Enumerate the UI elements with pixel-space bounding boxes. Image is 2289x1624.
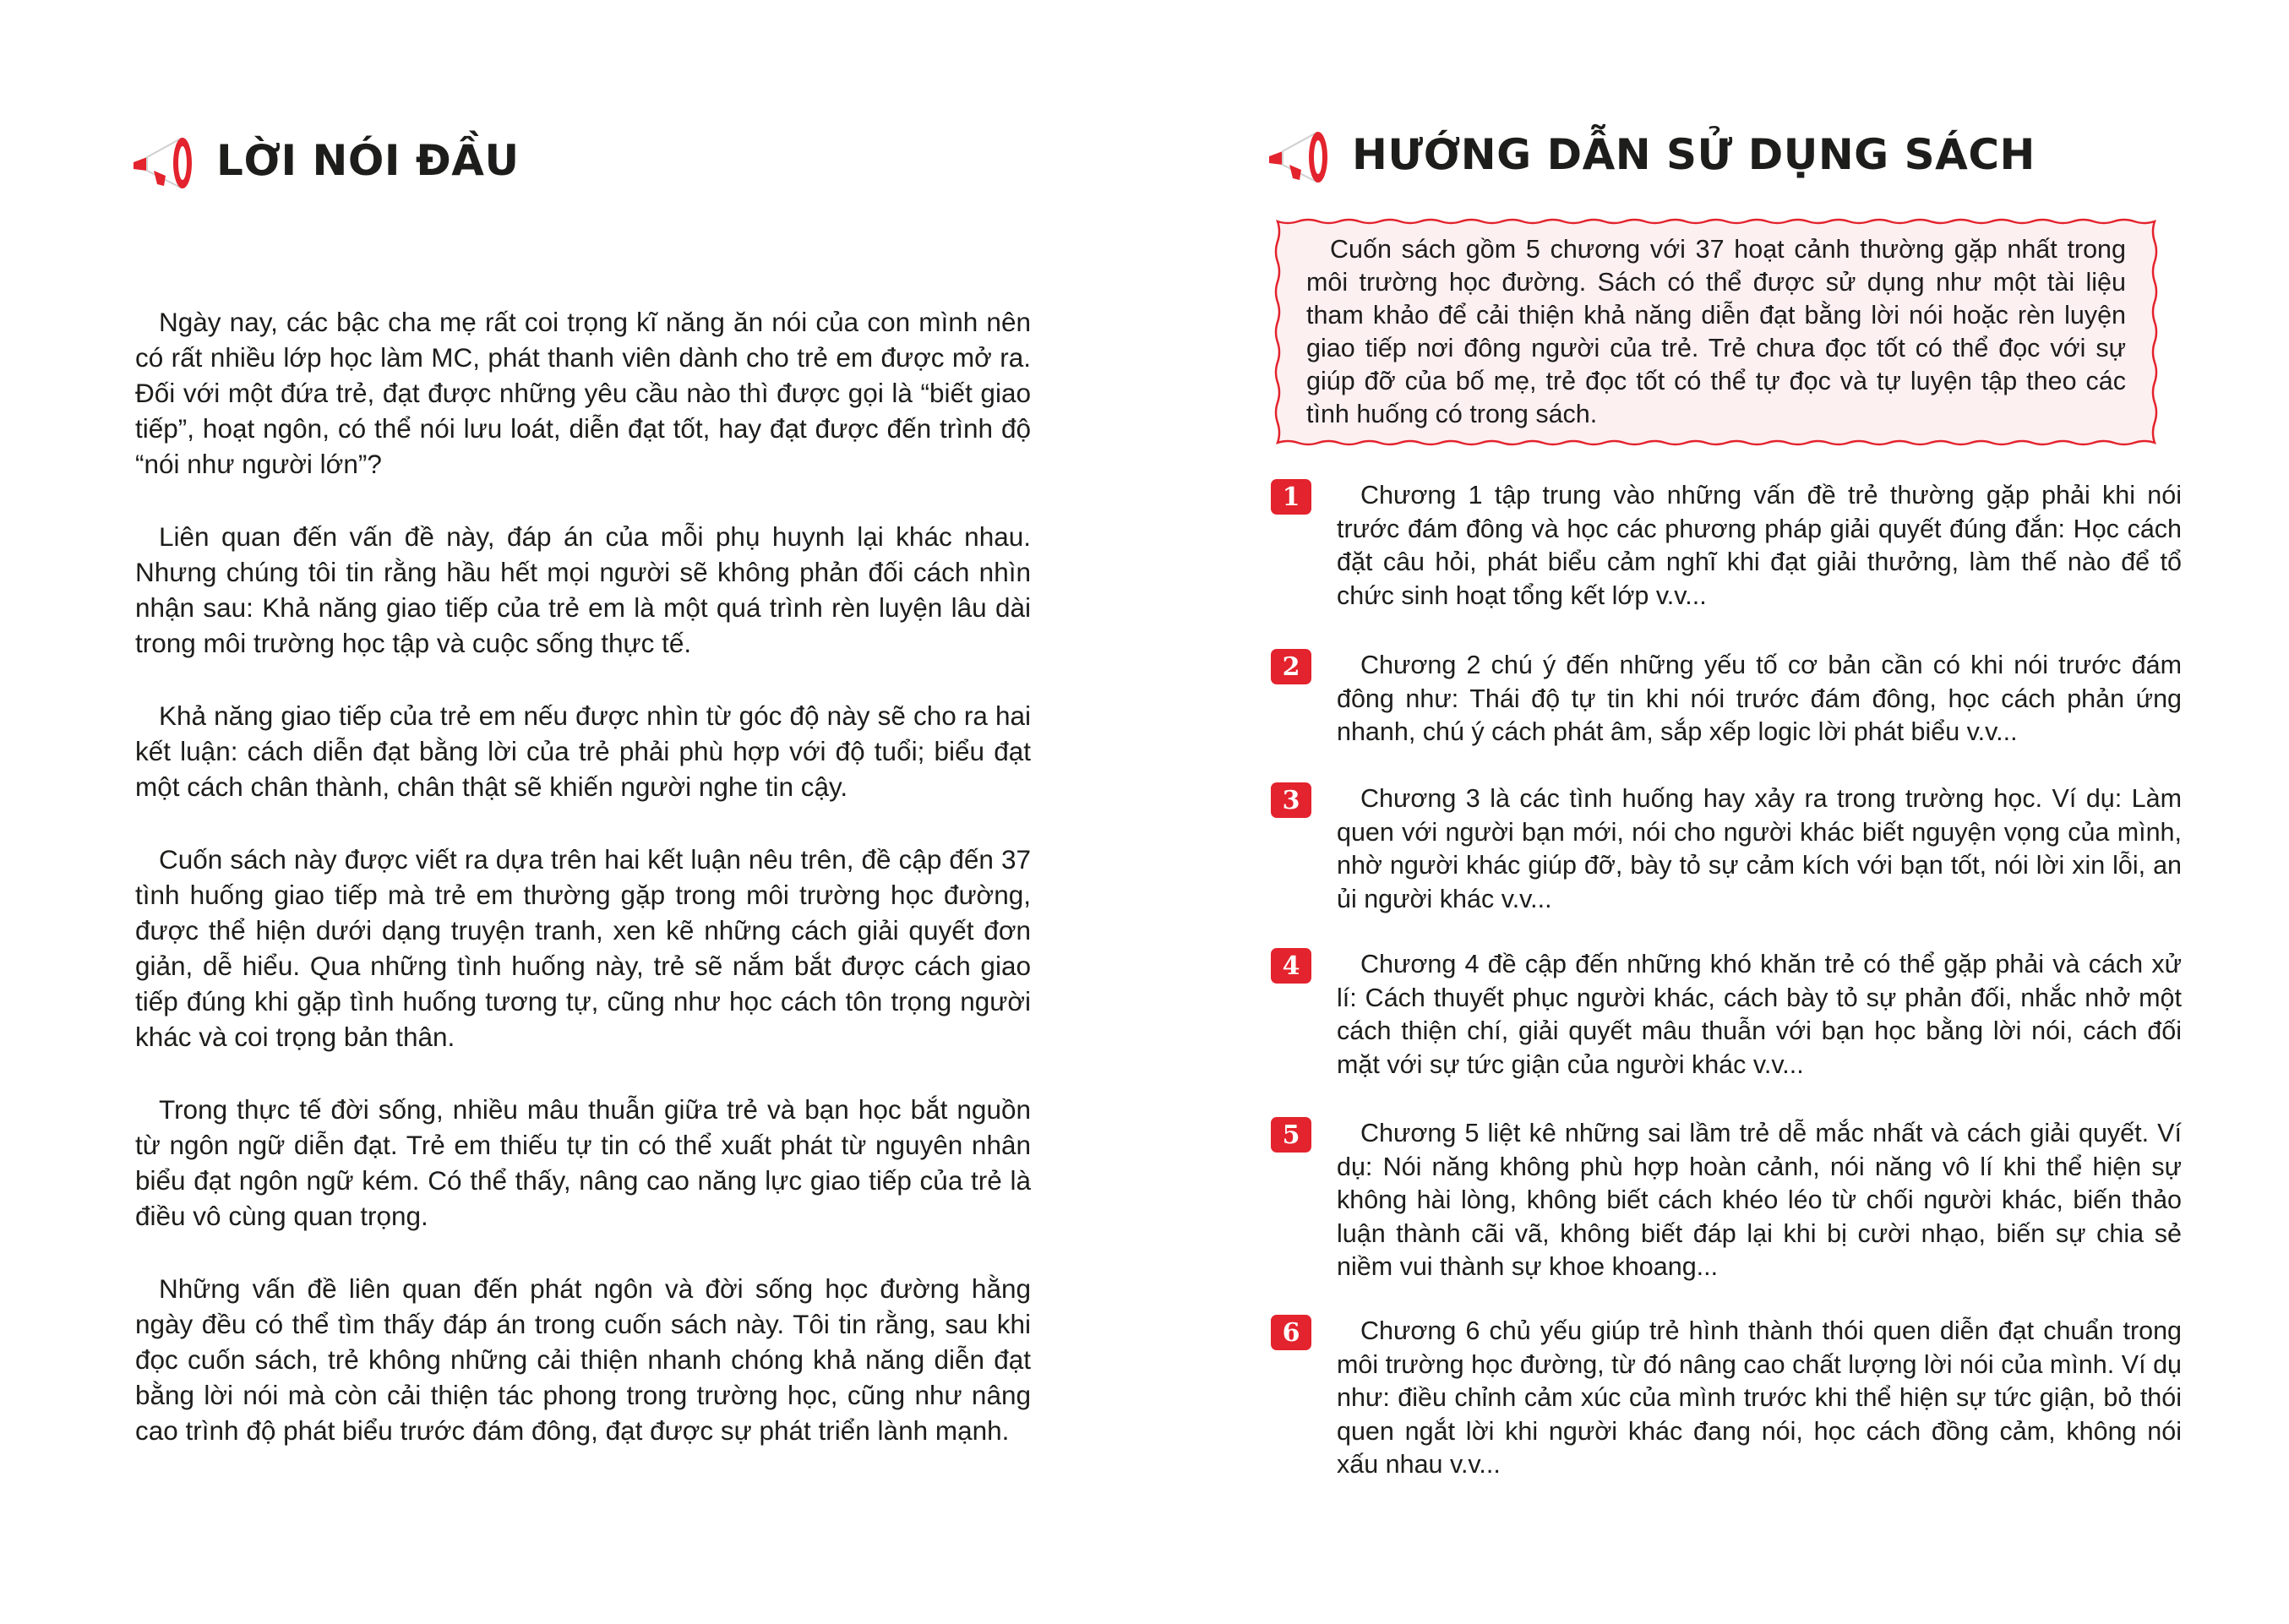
chapter-item	[1271, 948, 2182, 1082]
chapter-description: Chương 1 tập trung vào những vấn đề trẻ thường gặp phải khi nói trước đám đông và học các phương pháp giải quyết đúng đắn: Học cách đặt câu hỏi, phát biểu cảm nghĩ khi đạt giải thưởng, làm thế nào để tổ chức sinh hoạt tổng kết lớp v.v...	[1337, 481, 2182, 610]
chapter-description: Chương 3 là các tình huống hay xảy ra trong trường học. Ví dụ: Làm quen với người bạn mới, nói cho người khác biết nguyện vọng của mình, nhờ người khác giúp đỡ, bày tỏ sự cảm kích với bạn tốt, nói lời xin lỗi, an ủi người khác v.v...	[1337, 784, 2182, 913]
foreword-paragraph: Cuốn sách này được viết ra dựa trên hai kết luận nêu trên, đề cập đến 37 tình huống giao tiếp mà trẻ em thường gặp trong môi trường học đường, được thể hiện dưới dạng truyện tranh, xen kẽ những cách giải quyết đơn giản, dễ hiểu. Qua những tình huống này, trẻ sẽ nắm bắt được cách giao tiếp đúng khi gặp tình huống tương tự, cũng như học cách tôn trọng người khác và coi trọng bản thân.	[135, 844, 1031, 1052]
chapter-item	[1271, 1117, 2182, 1284]
chapter-item	[1271, 649, 2182, 749]
left-page-heading	[128, 127, 520, 194]
chapter-number-badge: 1	[1271, 479, 1311, 515]
foreword-paragraph: Những vấn đề liên quan đến phát ngôn và đời sống học đường hằng ngày đều có thể tìm thấy đáp án trong cuốn sách này. Tôi tin rằng, sau khi đọc cuốn sách, trẻ không những cải thiện nhanh chóng khả năng diễn đạt bằng lời nói mà còn cải thiện tác phong trong trường học, cũng như nâng cao trình độ phát biểu trước đám đông, đạt được sự phát triển lành mạnh.	[135, 1273, 1031, 1446]
chapter-number-badge: 2	[1271, 649, 1311, 684]
chapter-number-badge: 3	[1271, 782, 1311, 818]
megaphone-icon	[1264, 121, 1340, 188]
chapter-description: Chương 2 chú ý đến những yếu tố cơ bản cần có khi nói trước đám đông như: Thái độ tự tin khi nói trước đám đông, học cách phản ứng nhanh, chú ý cách phát âm, sắp xếp logic lời phát biểu v.v...	[1337, 651, 2182, 746]
intro-text: Cuốn sách gồm 5 chương với 37 hoạt cảnh thường gặp nhất trong môi trường học đường. Sách có thể được sử dụng như một tài liệu tham khảo để cải thiện khả năng diễn đạt bằng lời nói hoặc rèn luyện giao tiếp nơi đông người của trẻ. Trẻ chưa đọc tốt có thể đọc với sự giúp đỡ của bố mẹ, trẻ đọc tốt có thể tự đọc và tự luyện tập theo các tình huống có trong sách.	[1306, 235, 2126, 428]
right-page	[1144, 0, 2289, 1624]
foreword-paragraph: Khả năng giao tiếp của trẻ em nếu được nhìn từ góc độ này sẽ cho ra hai kết luận: cách diễn đạt bằng lời của trẻ phải phù hợp với độ tuổi; biểu đạt một cách chân thành, chân thật sẽ khiến người nghe tin cậy.	[135, 700, 1031, 802]
foreword-body	[135, 304, 1031, 1485]
foreword-paragraph: Trong thực tế đời sống, nhiều mâu thuẫn giữa trẻ và bạn học bắt nguồn từ ngôn ngữ diễn đạt. Trẻ em thiếu tự tin có thể xuất phát từ nguyên nhân biểu đạt ngôn ngữ kém. Có thể thấy, nâng cao năng lực giao tiếp của trẻ là điều vô cùng quan trọng.	[135, 1094, 1031, 1231]
chapter-number-badge: 6	[1271, 1315, 1311, 1350]
chapter-item	[1271, 479, 2182, 613]
chapter-item	[1271, 1315, 2182, 1482]
page-title: LỜI NÓI ĐẦU	[216, 136, 520, 185]
right-page-heading	[1264, 121, 2036, 188]
chapter-number-badge: 5	[1271, 1117, 1311, 1153]
foreword-paragraph: Ngày nay, các bậc cha mẹ rất coi trọng kĩ năng ăn nói của con mình nên có rất nhiều lớp học làm MC, phát thanh viên dành cho trẻ em được mở ra. Đối với một đứa trẻ, đạt được những yêu cầu nào thì được gọi là “biết giao tiếp”, hoạt ngôn, có thể nói lưu loát, diễn đạt tốt, hay đạt được đến trình độ “nói như người lớn”?	[135, 307, 1031, 479]
chapter-description: Chương 4 đề cập đến những khó khăn trẻ có thể gặp phải và cách xử lí: Cách thuyết phục người khác, cách bày tỏ sự phản đối, nhắc nhở một cách thiện chí, giải quyết mâu thuẫn với bạn học bằng lời nói, cách đối mặt với sự tức giận của người khác v.v...	[1337, 950, 2182, 1079]
chapter-number-badge: 4	[1271, 948, 1311, 984]
chapter-description: Chương 6 chủ yếu giúp trẻ hình thành thói quen diễn đạt chuẩn trong môi trường học đường, từ đó nâng cao chất lượng lời nói của mình. Ví dụ như: điều chỉnh cảm xúc của mình trước khi thể hiện sự tức giận, bỏ thói quen ngắt lời khi người khác đang nói, học cách đồng cảm, không nói xấu nhau v.v...	[1337, 1316, 2182, 1479]
foreword-paragraph: Liên quan đến vấn đề này, đáp án của mỗi phụ huynh lại khác nhau. Nhưng chúng tôi tin rằng hầu hết mọi người sẽ không phản đối cách nhìn nhận sau: Khả năng giao tiếp của trẻ em là một quá trình rèn luyện lâu dài trong môi trường học tập và cuộc sống thực tế.	[135, 521, 1031, 658]
megaphone-icon	[128, 127, 204, 194]
page-title: HƯỚNG DẪN SỬ DỤNG SÁCH	[1352, 130, 2036, 179]
left-page	[0, 0, 1144, 1624]
chapter-description: Chương 5 liệt kê những sai lầm trẻ dễ mắc nhất và cách giải quyết. Ví dụ: Nói năng không phù hợp hoàn cảnh, nói năng vô lí khi thể hiện sự không hài lòng, không biết cách khéo léo từ chối người khác, biến thảo luận thành cãi vã, không biết đáp lại khi bị cười nhạo, biến sự chia sẻ niềm vui thành sự khoe khoang...	[1337, 1119, 2182, 1281]
intro-box	[1271, 215, 2161, 450]
chapter-item	[1271, 782, 2182, 916]
